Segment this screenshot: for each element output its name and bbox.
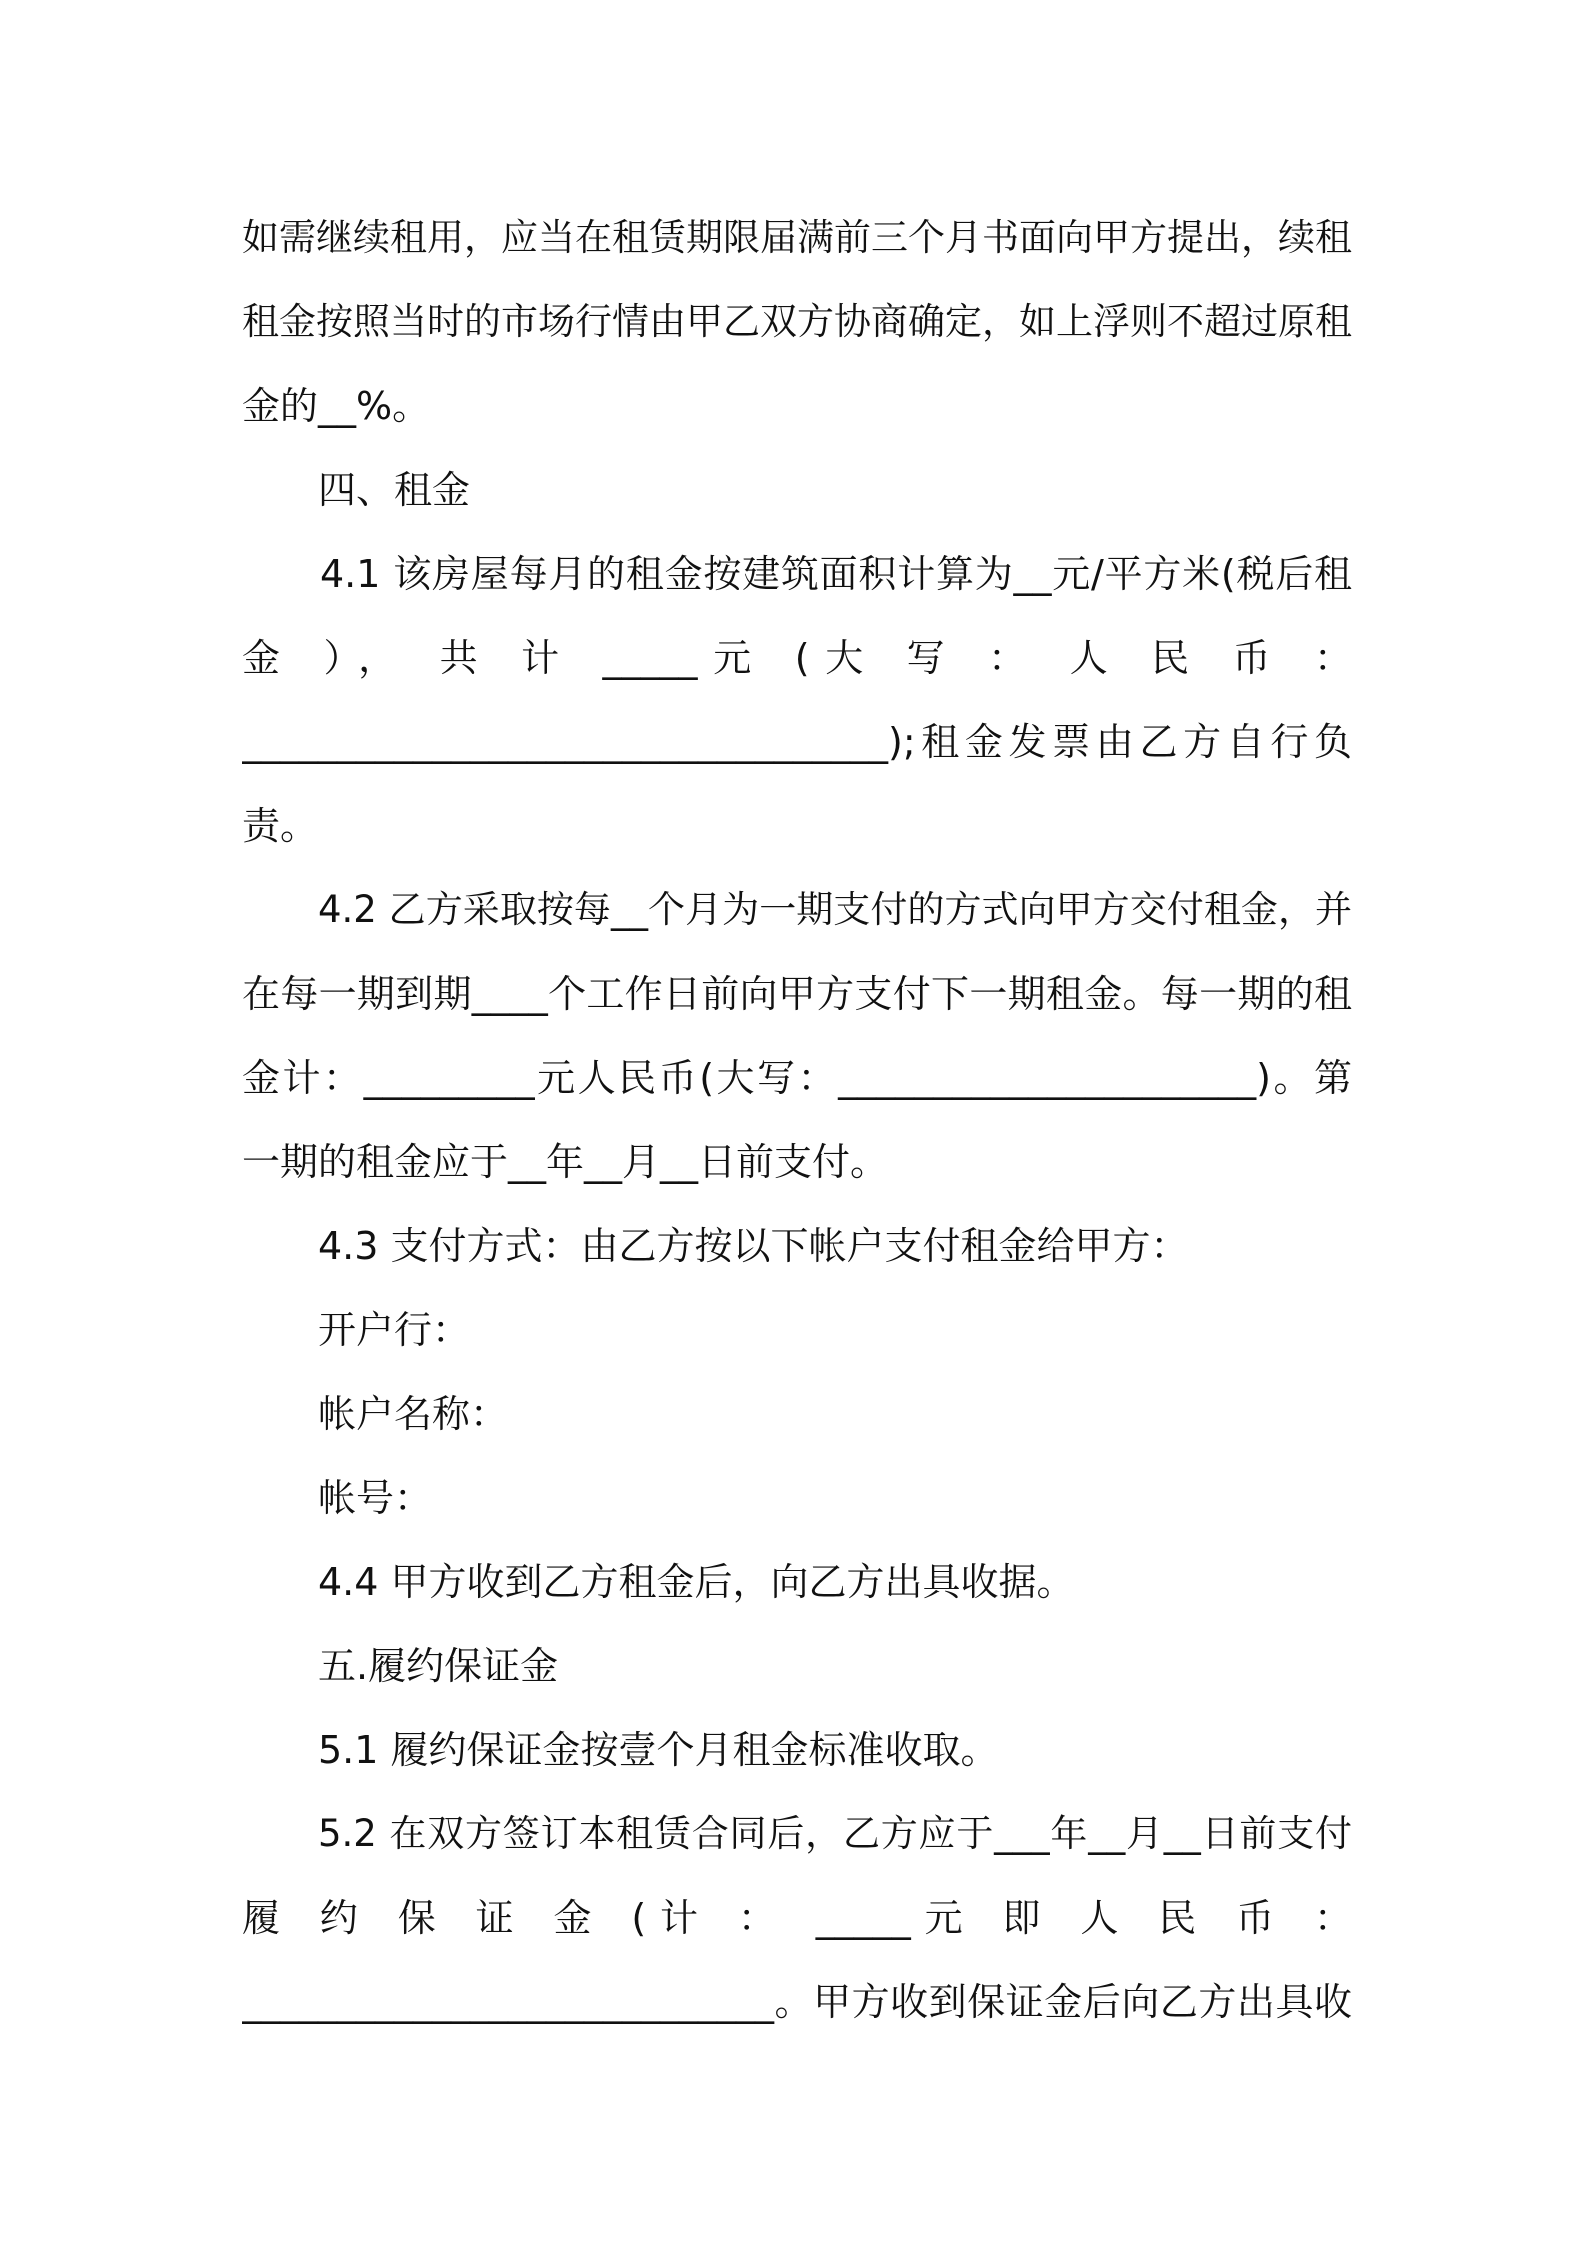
- clause-line: 金 ）， 共 计 _____元 (大 写 ： 人 民 币 ：: [242, 636, 1352, 680]
- clause-line: 5.1 履约保证金按壹个月租金标准收取。: [318, 1728, 999, 1772]
- paragraph-line: 如需继续租用，应当在租赁期限届满前三个月书面向甲方提出，续租: [242, 216, 1352, 259]
- clause-line: 金计：_________元人民币(大写：______________________)。第: [242, 1056, 1352, 1100]
- clause-line: __________________________________);租金发票由乙方自行负: [242, 720, 1352, 764]
- clause-line: 一期的租金应于__年__月__日前支付。: [242, 1140, 889, 1184]
- clause-line: 4.1 该房屋每月的租金按建筑面积计算为__元/平方米(税后租: [320, 552, 1352, 596]
- paragraph-line: 租金按照当时的市场行情由甲乙双方协商确定，如上浮则不超过原租: [242, 300, 1352, 343]
- bank-name-label: 开户行：: [318, 1308, 471, 1352]
- clause-line: 4.2 乙方采取按每__个月为一期支付的方式向甲方交付租金，并: [318, 888, 1352, 931]
- clause-line: ____________________________。甲方收到保证金后向乙方出具收: [242, 1980, 1352, 2024]
- account-name-label: 帐户名称：: [318, 1392, 509, 1436]
- account-number-label: 帐号：: [318, 1476, 433, 1520]
- clause-line: 在每一期到期____个工作日前向甲方支付下一期租金。每一期的租: [242, 972, 1352, 1016]
- clause-line: 履 约 保 证 金 (计 ： _____元 即 人 民 币 ：: [242, 1896, 1352, 1940]
- clause-line: 4.4 甲方收到乙方租金后，向乙方出具收据。: [318, 1560, 1075, 1604]
- clause-line: 5.2 在双方签订本租赁合同后，乙方应于___年__月__日前支付: [318, 1812, 1352, 1855]
- document-body: [242, 196, 1352, 2044]
- paragraph-line: 金的__%。: [242, 384, 431, 428]
- clause-line: 4.3 支付方式：由乙方按以下帐户支付租金给甲方：: [318, 1224, 1189, 1268]
- section-heading: 五.履约保证金: [318, 1644, 559, 1688]
- clause-line: 责。: [242, 804, 319, 848]
- section-heading: 四、租金: [318, 468, 471, 512]
